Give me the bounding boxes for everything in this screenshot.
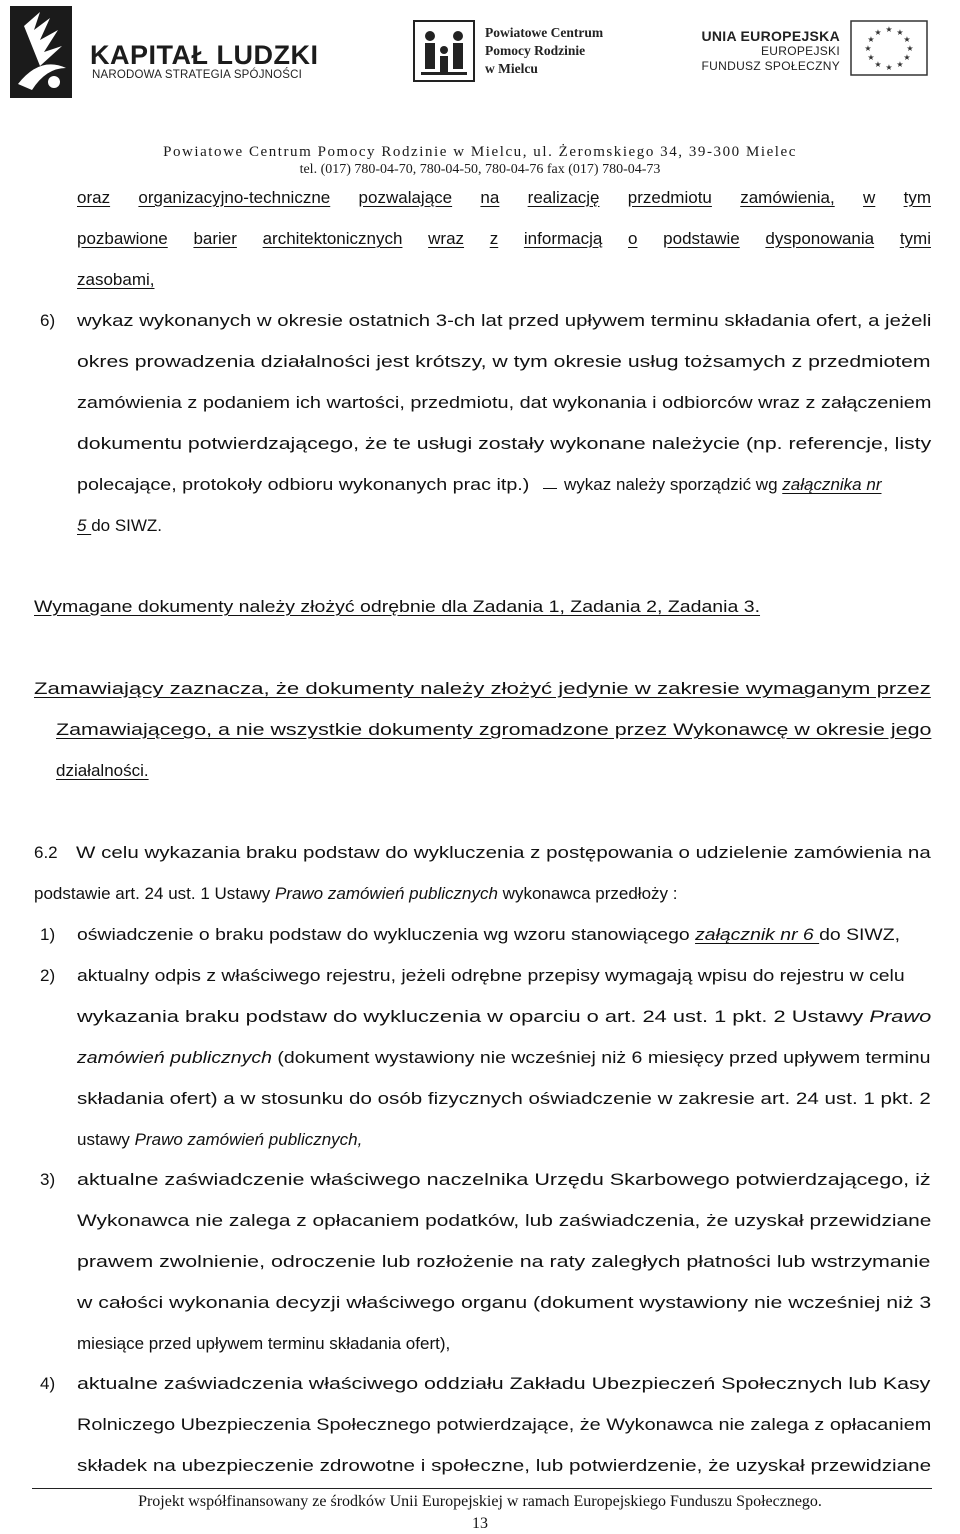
eu-line-1: UNIA EUROPEJSKA <box>701 28 840 44</box>
item6-line-3: zamówienia z podaniem ich wartości, przedmiotu, dat wykonania i odbiorców wraz z załączeniem <box>77 393 932 412</box>
word: oraz <box>77 188 111 207</box>
svg-text:★: ★ <box>885 25 893 34</box>
word: barier <box>193 229 237 248</box>
item3-line-5: miesiące przed upływem terminu składania ofert), <box>77 1334 451 1353</box>
section-number: 6.2 <box>34 843 58 862</box>
pcpr-name <box>485 24 603 78</box>
word: przedmiotu <box>627 188 712 207</box>
page-number: 13 <box>472 1515 488 1532</box>
pcpr-line-1: Powiatowe Centrum <box>485 25 604 40</box>
item6-line-1: wykaz wykonanych w okresie ostatnich 3-ch lat przed upływem terminu składania ofert, a jeżeli <box>77 311 932 330</box>
item2-line-5 <box>77 1130 362 1150</box>
kapital-ludzki-subtitle: NARODOWA STRATEGIA SPÓJNOŚCI <box>92 69 303 81</box>
list-number: 3) <box>40 1170 56 1189</box>
text: (dokument wystawiony nie wcześniej niż 6 miesięcy przed upływem terminu <box>271 1048 931 1067</box>
section-6-2-line-2 <box>34 884 677 904</box>
eu-logo <box>701 20 948 90</box>
siwz-text: do SIWZ. <box>91 516 163 535</box>
word: realizację <box>527 188 600 207</box>
word: wraz <box>428 229 465 248</box>
notice-line-3: działalności. <box>56 761 149 780</box>
pcpr-line-2: Pomocy Rodzinie <box>485 43 586 58</box>
paragraph-line-1 <box>77 188 931 208</box>
item4-line-1: aktualne zaświadczenia właściwego oddziału Zakładu Ubezpieczeń Społecznych lub Kasy <box>77 1374 931 1393</box>
text: oświadczenie o braku podstaw do wykluczenia wg wzoru stanowiącego <box>77 925 696 944</box>
item2-line-4: składania ofert) a w stosunku do osób fizycznych oświadczenie w zakresie art. 24 ust. 1 pkt. 2 <box>77 1089 931 1108</box>
item3-line-3: prawem zwolnienie, odroczenie lub rozłożenie na raty zaległych płatności lub wstrzymanie <box>77 1252 931 1271</box>
word: tym <box>903 188 931 207</box>
word: o <box>628 229 638 248</box>
item6-line-2: okres prowadzenia działalności jest krótszy, w tym okresie usług tożsamych z przedmiotem <box>77 352 931 371</box>
item4-line-3: składek na ubezpieczenie zdrowotne i społeczne, lub potwierdzenie, że uzyskał przewidziane <box>77 1456 932 1475</box>
word: na <box>480 188 500 207</box>
eu-flag-icon <box>850 20 928 76</box>
svg-text:★: ★ <box>864 44 872 53</box>
required-documents-note: Wymagane dokumenty należy złożyć odrębnie dla Zadania 1, Zadania 2, Zadania 3. <box>34 597 761 616</box>
kapital-ludzki-title: KAPITAŁ LUDZKI <box>90 40 319 70</box>
law-name: zamówień publicznych <box>77 1048 272 1067</box>
word: organizacyjno-techniczne <box>138 188 331 207</box>
item6-line-6 <box>77 516 162 536</box>
law-name: Prawo zamówień publicznych, <box>134 1130 363 1149</box>
item1-line <box>77 925 900 945</box>
word: architektonicznych <box>262 229 403 248</box>
eu-line-3: FUNDUSZ SPOŁECZNY <box>701 59 840 73</box>
item2-line-3 <box>77 1048 930 1068</box>
notice-line-2: Zamawiającego, a nie wszystkie dokumenty zgromadzone przez Wykonawcę w okresie jego <box>56 720 932 739</box>
item6-line-5-b <box>564 475 881 495</box>
item6-line-5-a: polecające, protokoły odbioru wykonanych prac itp.) <box>77 475 530 494</box>
law-name: Prawo zamówień publicznych <box>274 884 498 903</box>
footer-divider <box>32 1488 932 1489</box>
text: wykonawca przedłoży : <box>497 884 678 903</box>
section-6-2-line-1: W celu wykazania braku podstaw do wykluczenia z postępowania o udzielenie zamówienia na <box>76 843 931 862</box>
item2-line-2 <box>77 1007 931 1027</box>
text: do SIWZ, <box>819 925 900 944</box>
word: dysponowania <box>765 229 875 248</box>
list-number: 2) <box>40 966 56 985</box>
family-icon <box>413 20 475 82</box>
word: w <box>863 188 876 207</box>
word: z <box>489 229 499 248</box>
pcpr-logo <box>413 20 623 84</box>
text: wykazania braku podstaw do wykluczenia w oparciu o art. 24 ust. 1 pkt. 2 Ustawy <box>77 1007 870 1026</box>
footer-text: Projekt współfinansowany ze środków Unii Europejskiej w ramach Europejskiego Funduszu Społecznego. <box>138 1493 822 1510</box>
word: pozbawione <box>77 229 168 248</box>
item6-text: wykaz należy sporządzić wg <box>564 475 778 494</box>
svg-text:★: ★ <box>903 53 911 62</box>
word: pozwalające <box>358 188 453 207</box>
paragraph-line-3: zasobami, <box>77 270 155 289</box>
item3-line-1: aktualne zaświadczenie właściwego naczelnika Urzędu Skarbowego potwierdzającego, iż <box>77 1170 931 1189</box>
list-number: 6) <box>40 311 56 330</box>
kapital-ludzki-logo <box>10 6 319 98</box>
svg-text:★: ★ <box>867 53 875 62</box>
list-number: 1) <box>40 925 56 944</box>
svg-text:★: ★ <box>874 28 882 37</box>
svg-text:★: ★ <box>906 44 914 53</box>
attachment-5-reference: załącznika nr <box>782 475 882 494</box>
word: tymi <box>899 229 931 248</box>
attachment-number: 5 <box>77 516 92 535</box>
eu-logo-text <box>701 28 840 74</box>
law-name: Prawo <box>869 1007 932 1026</box>
list-number: 4) <box>40 1374 56 1393</box>
word: podstawie <box>663 229 740 248</box>
item6-line-4: dokumentu potwierdzającego, że te usługi zostały wykonane należycie (np. referencje, listy <box>77 434 932 453</box>
attachment-6-reference: załącznik nr 6 <box>695 925 820 944</box>
word: zamówienia, <box>740 188 835 207</box>
svg-text:★: ★ <box>903 35 911 44</box>
text: podstawie art. 24 ust. 1 Ustawy <box>34 884 275 903</box>
address-line: Powiatowe Centrum Pomocy Rodzinie w Mielcu, ul. Żeromskiego 34, 39-300 Mielec <box>163 144 797 160</box>
svg-text:★: ★ <box>874 60 882 69</box>
dash <box>543 488 557 489</box>
header-logos <box>0 0 960 110</box>
kapital-ludzki-emblem-icon <box>10 6 72 98</box>
text: ustawy <box>77 1130 135 1149</box>
paragraph-line-2 <box>77 229 931 249</box>
pcpr-line-3: w Mielcu <box>485 61 538 76</box>
eu-line-2: EUROPEJSKI <box>760 44 840 58</box>
svg-text:★: ★ <box>896 28 904 37</box>
item3-line-2: Wykonawca nie zalega z opłacaniem podatków, lub zaświadczenia, że uzyskał przewidziane <box>77 1211 932 1230</box>
svg-text:★: ★ <box>896 60 904 69</box>
svg-text:★: ★ <box>885 63 893 72</box>
word: informacją <box>523 229 603 248</box>
svg-text:★: ★ <box>867 35 875 44</box>
item3-line-4: w całości wykonania decyzji właściwego organu (dokument wystawiony nie wcześniej niż 3 <box>77 1293 932 1312</box>
notice-line-1: Zamawiający zaznacza, że dokumenty należy złożyć jedynie w zakresie wymaganym przez <box>34 679 931 698</box>
phone-fax-line: tel. (017) 780-04-70, 780-04-50, 780-04-76 fax (017) 780-04-73 <box>299 162 661 177</box>
item2-line-1: aktualny odpis z właściwego rejestru, jeżeli odrębne przepisy wymagają wpisu do rejestru w celu <box>77 966 905 985</box>
item4-line-2: Rolniczego Ubezpieczenia Społecznego potwierdzające, że Wykonawca nie zalega z opłacaniem <box>77 1415 932 1434</box>
